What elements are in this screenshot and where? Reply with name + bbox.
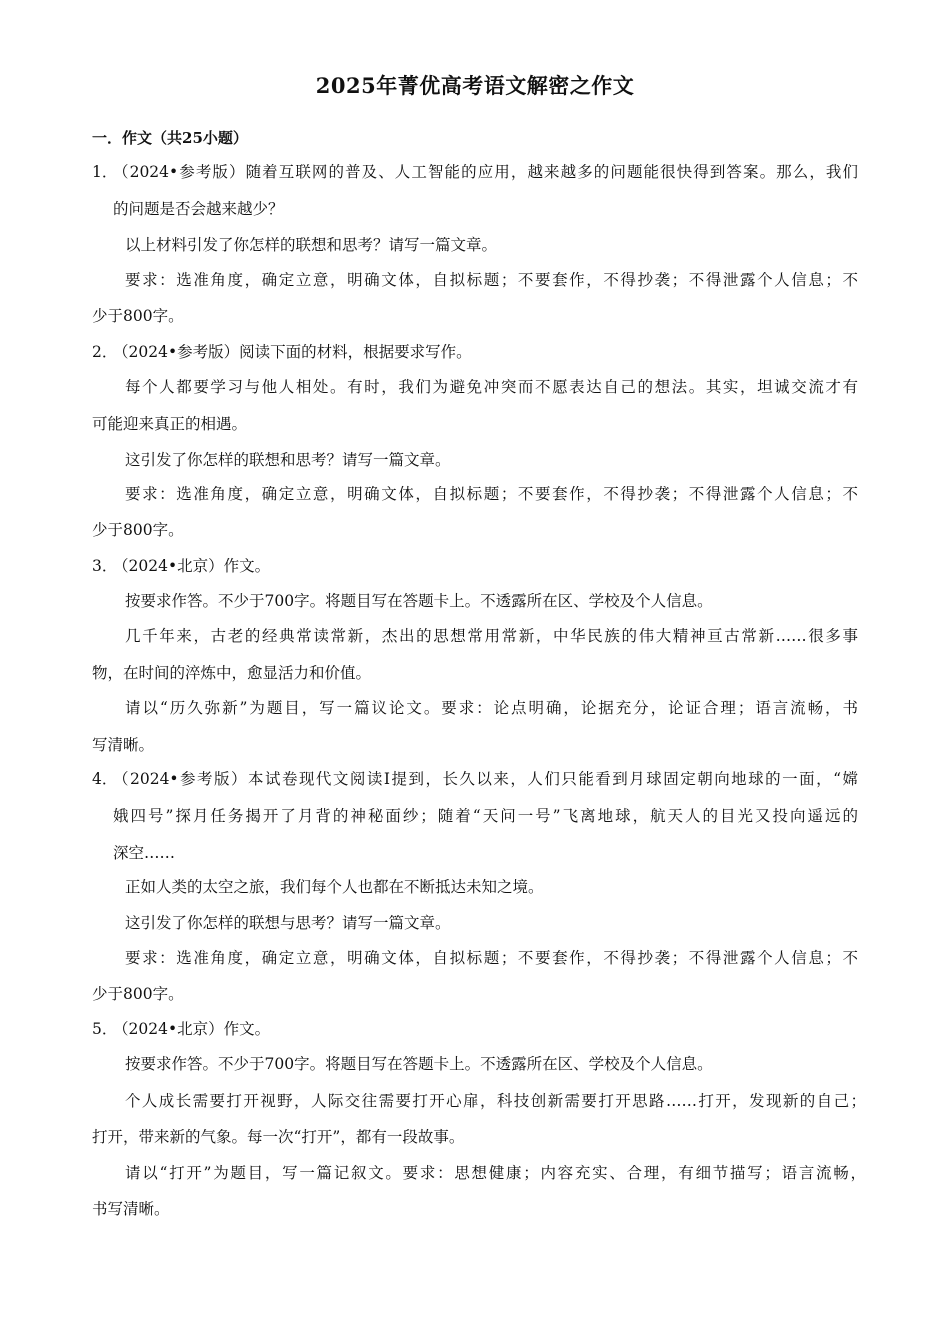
question-text-line: （2024•参考版）随着互联网的普及、人工智能的应用，越来越多的问题能很快得到答案。那么，我们 <box>113 163 858 181</box>
question-text-line: 要求：选准角度，确定立意，明确文体，自拟标题；不要套作，不得抄袭；不得泄露个人信息；不 <box>125 271 858 289</box>
question-text-line: 写清晰。 <box>92 736 155 754</box>
question-number: 2． <box>92 343 118 361</box>
question-text-line: 打开，带来新的气象。每一次“打开”，都有一段故事。 <box>92 1128 465 1146</box>
question-text-line: 要求：选准角度，确定立意，明确文体，自拟标题；不要套作，不得抄袭；不得泄露个人信息；不 <box>125 485 858 503</box>
question-number: 3． <box>92 557 118 575</box>
question-text-line: 书写清晰。 <box>92 1200 170 1218</box>
question-text-line: 请以“历久弥新”为题目，写一篇议论文。要求：论点明确，论据充分，论证合理；语言流畅，书 <box>125 699 858 717</box>
question-number: 1． <box>92 163 118 181</box>
question-text-line: （2024•北京）作文。 <box>113 557 271 575</box>
question-text-line: 每个人都要学习与他人相处。有时，我们为避免冲突而不愿表达自己的想法。其实，坦诚交流才有 <box>125 378 858 396</box>
question-text-line: 的问题是否会越来越少？ <box>113 200 284 218</box>
question-text-line: 娥四号”探月任务揭开了月背的神秘面纱；随着“天问一号”飞离地球，航天人的目光又投向遥远的 <box>113 807 858 825</box>
question-text-line: 几千年来，古老的经典常读常新，杰出的思想常用常新，中华民族的伟大精神亘古常新……很多事 <box>125 627 858 645</box>
question-text-line: 按要求作答。不少于700字。将题目写在答题卡上。不透露所在区、学校及个人信息。 <box>125 1055 713 1073</box>
question-number: 4． <box>92 770 118 788</box>
question-text-line: 少于800字。 <box>92 307 184 325</box>
question-text-line: 个人成长需要打开视野，人际交往需要打开心扉，科技创新需要打开思路……打开，发现新的自己； <box>125 1092 866 1110</box>
section-heading: 一．作文（共25小题） <box>92 129 248 147</box>
question-text-line: 这引发了你怎样的联想与思考？请写一篇文章。 <box>125 914 451 932</box>
question-text-line: （2024•北京）作文。 <box>113 1020 271 1038</box>
question-text-line: 可能迎来真正的相遇。 <box>92 415 248 433</box>
question-text-line: 按要求作答。不少于700字。将题目写在答题卡上。不透露所在区、学校及个人信息。 <box>125 592 713 610</box>
question-text-line: （2024•参考版）阅读下面的材料，根据要求写作。 <box>113 343 472 361</box>
document-title: 2025年菁优高考语文解密之作文 <box>315 73 635 98</box>
question-text-line: 正如人类的太空之旅，我们每个人也都在不断抵达未知之境。 <box>125 878 544 896</box>
question-text-line: （2024•参考版）本试卷现代文阅读Ⅰ提到，长久以来，人们只能看到月球固定朝向地球的一面，“嫦 <box>113 770 858 788</box>
question-text-line: 以上材料引发了你怎样的联想和思考？请写一篇文章。 <box>125 236 498 254</box>
question-text-line: 要求：选准角度，确定立意，明确文体，自拟标题；不要套作，不得抄袭；不得泄露个人信息；不 <box>125 949 858 967</box>
question-text-line: 深空…… <box>113 844 176 862</box>
question-number: 5． <box>92 1020 118 1038</box>
question-text-line: 这引发了你怎样的联想和思考？请写一篇文章。 <box>125 451 451 469</box>
question-text-line: 少于800字。 <box>92 521 184 539</box>
question-text-line: 少于800字。 <box>92 985 184 1003</box>
question-text-line: 请以“打开”为题目，写一篇记叙文。要求：思想健康；内容充实、合理，有细节描写；语言流畅， <box>125 1164 866 1182</box>
question-text-line: 物，在时间的淬炼中，愈显活力和价值。 <box>92 664 372 682</box>
